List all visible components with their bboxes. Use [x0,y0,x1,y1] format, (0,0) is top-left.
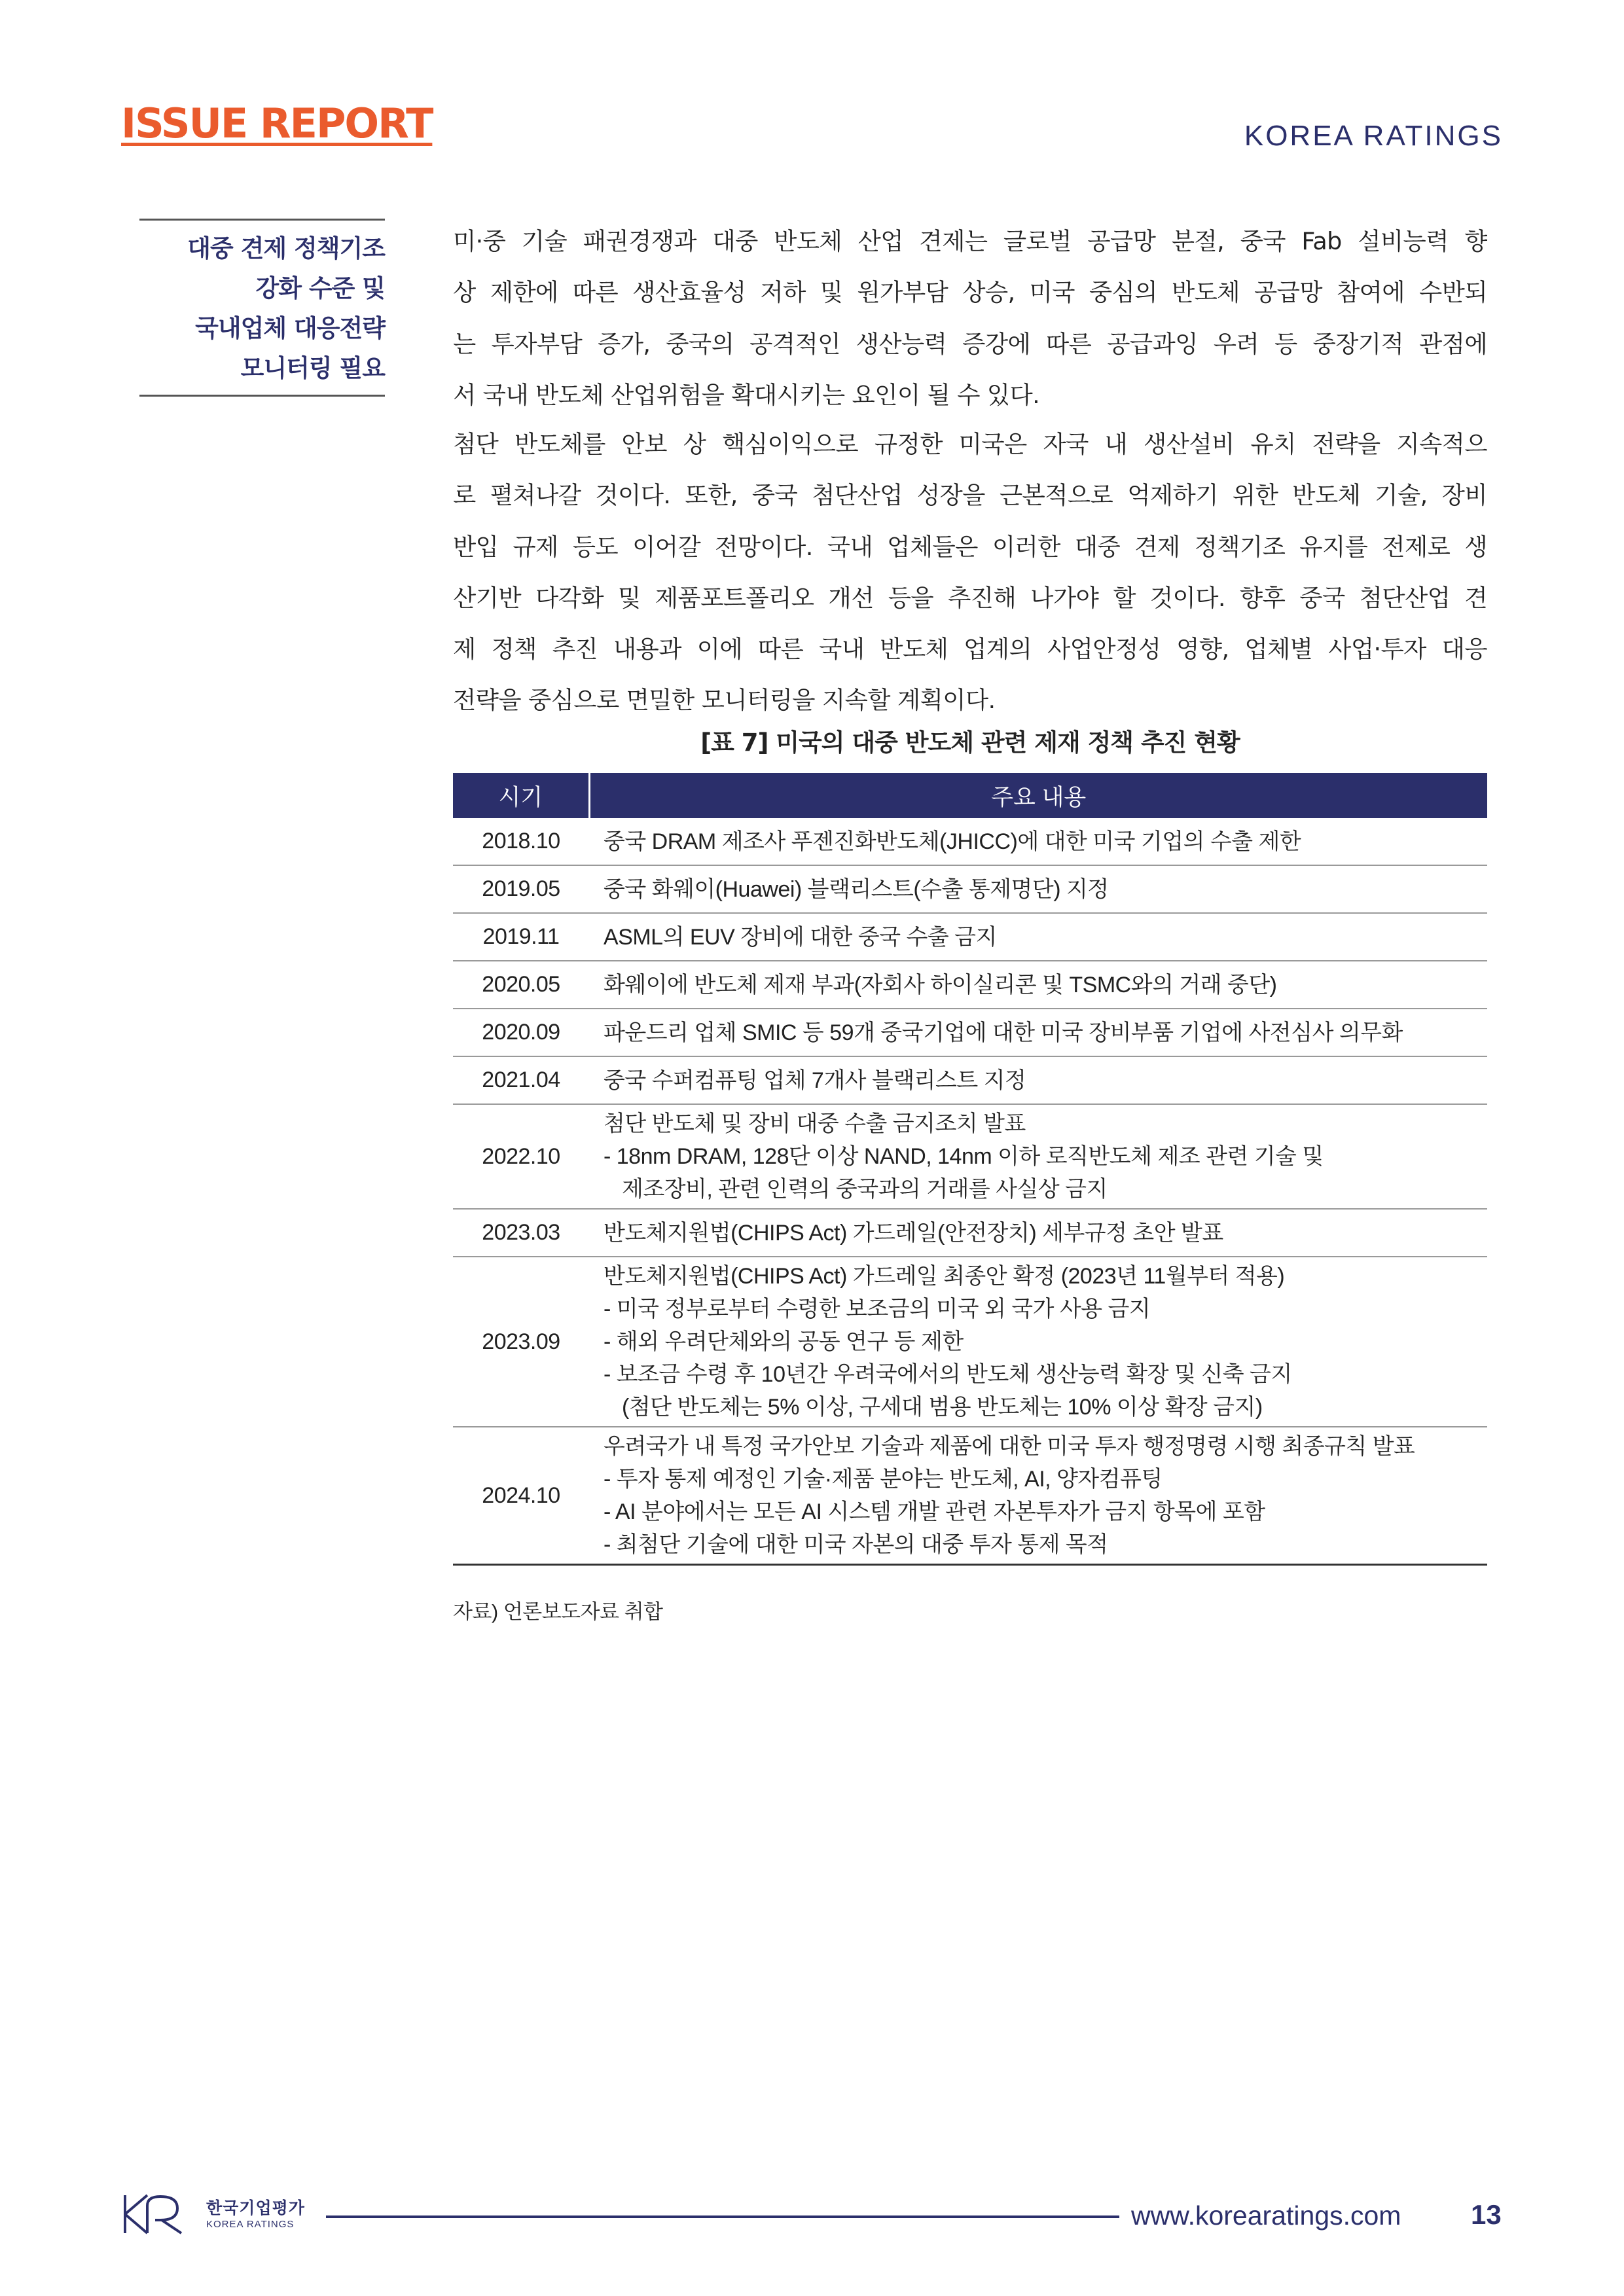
korea-ratings-logo-icon [121,2191,193,2237]
cell-content-line: 우려국가 내 특정 국가안보 기술과 제품에 대한 미국 투자 행정명령 시행 최종규칙 발표 [604,1434,1415,1459]
body-paragraph-1 [453,216,1487,421]
table-row [453,1427,1487,1565]
cell-content-line: - 투자 통제 예정인 기술·제품 분야는 반도체, AI, 양자컴퓨팅 [604,1467,1163,1492]
cell-content [589,1257,1487,1427]
body-paragraph-2 [453,419,1487,726]
table-row [453,961,1487,1009]
cell-content-line: ASML의 EUV 장비에 대한 중국 수출 금지 [604,924,997,950]
footer-logo-korean: 한국기업평가 [206,2198,305,2217]
cell-content-line: (첨단 반도체는 5% 이상, 구세대 범용 반도체는 10% 이상 확장 금지) [622,1395,1263,1420]
cell-content-line: - 미국 정부로부터 수령한 보조금의 미국 외 국가 사용 금지 [604,1297,1151,1321]
text-line: 로 펼쳐나갈 것이다. 또한, 중국 첨단산업 성장을 근본적으로 억제하기 위한 반도체 기술, 장비 [453,481,1487,510]
footer-logo-english: KOREA RATINGS [206,2219,295,2230]
cell-content-line: - AI 분야에서는 모든 AI 시스템 개발 관련 자본투자가 금지 항목에 포함 [604,1499,1265,1524]
brand-name: KOREA RATINGS [1244,120,1503,152]
sidebar-line: 모니터링 필요 [240,354,385,382]
cell-period: 2021.04 [453,1056,589,1104]
text-line: 미·중 기술 패권경쟁과 대중 반도체 산업 견제는 글로벌 공급망 분절, 중국 Fab 설비능력 향 [453,227,1487,255]
cell-content [589,1209,1487,1257]
cell-content-line: 중국 DRAM 제조사 푸젠진화반도체(JHICC)에 대한 미국 기업의 수출 제한 [604,829,1301,854]
cell-content-line: 제조장비, 관련 인력의 중국과의 거래를 사실상 금지 [622,1177,1108,1202]
cell-period: 2024.10 [453,1427,589,1565]
table-header-row [453,773,1487,818]
table-row [453,1056,1487,1104]
table-row [453,865,1487,913]
text-line: 제 정책 추진 내용과 이에 따른 국내 반도체 업계의 사업안정성 영향, 업체별 사업·투자 대응 [453,635,1487,664]
cell-content-line: - 18nm DRAM, 128단 이상 NAND, 14nm 이하 로직반도체 제조 관련 기술 및 [604,1144,1324,1169]
cell-content [589,1427,1487,1565]
cell-content-line: 중국 화웨이(Huawei) 블랙리스트(수출 통제명단) 지정 [604,876,1109,902]
text-line: 상 제한에 따른 생산효율성 저하 및 원가부담 상승, 미국 중심의 반도체 공급망 참여에 수반되 [453,278,1487,307]
cell-content-line: - 해외 우려단체와의 공동 연구 등 제한 [604,1329,964,1354]
cell-content [589,1056,1487,1104]
cell-content [589,961,1487,1009]
table-row [453,913,1487,961]
sanctions-table [453,773,1487,1566]
cell-content-line: 화웨이에 반도체 제재 부과(자회사 하이실리콘 및 TSMC와의 거래 중단) [604,972,1277,997]
text-line: 서 국내 반도체 산업위험을 확대시키는 요인이 될 수 있다. [453,380,1040,409]
cell-period: 2020.05 [453,961,589,1009]
sidebar-summary [139,219,385,397]
cell-content [589,1104,1487,1209]
table-source-note: 자료) 언론보도자료 취합 [453,1600,663,1623]
footer-divider [326,2215,1119,2218]
cell-content-line: 파운드리 업체 SMIC 등 59개 중국기업에 대한 미국 장비부품 기업에 사전심사 의무화 [604,1020,1403,1045]
table-row [453,1104,1487,1209]
table-caption: [표 7] 미국의 대중 반도체 관련 제재 정책 추진 현황 [700,728,1240,757]
column-header-period: 시기 [453,773,589,818]
cell-content [589,818,1487,865]
cell-period: 2019.11 [453,913,589,961]
cell-period: 2023.09 [453,1257,589,1427]
cell-period: 2019.05 [453,865,589,913]
cell-content-line: 반도체지원법(CHIPS Act) 가드레일 최종안 확정 (2023년 11월부터 적용) [604,1264,1285,1289]
cell-content-line: 반도체지원법(CHIPS Act) 가드레일(안전장치) 세부규정 초안 발표 [604,1220,1223,1246]
cell-period: 2023.03 [453,1209,589,1257]
page-number: 13 [1471,2199,1502,2230]
footer-website-link[interactable]: www.korearatings.com [1131,2200,1401,2231]
sidebar-line: 강화 수준 및 [255,274,385,302]
text-line: 반입 규제 등도 이어갈 전망이다. 국내 업체들은 이러한 대중 견제 정책기조 유지를 전제로 생 [453,532,1487,561]
cell-content-line: - 최첨단 기술에 대한 미국 자본의 대중 투자 통제 목적 [604,1532,1108,1557]
text-line: 는 투자부담 증가, 중국의 공격적인 생산능력 증강에 따른 공급과잉 우려 등 중장기적 관점에 [453,329,1487,358]
text-line: 산기반 다각화 및 제품포트폴리오 개선 등을 추진해 나가야 할 것이다. 향후 중국 첨단산업 견 [453,583,1487,612]
cell-content-line: 첨단 반도체 및 장비 대중 수출 금지조치 발표 [604,1111,1026,1136]
table-row [453,818,1487,865]
cell-content [589,913,1487,961]
table-row [453,1257,1487,1427]
cell-period: 2022.10 [453,1104,589,1209]
table-row [453,1209,1487,1257]
sidebar-line: 국내업체 대응전략 [195,314,385,342]
column-header-content: 주요 내용 [589,773,1487,818]
cell-content [589,865,1487,913]
sidebar-line: 대중 견제 정책기조 [187,234,385,262]
cell-period: 2020.09 [453,1009,589,1056]
cell-content-line: - 보조금 수령 후 10년간 우려국에서의 반도체 생산능력 확장 및 신축 금지 [604,1362,1292,1387]
report-title: ISSUE REPORT [121,99,433,147]
table-row [453,1009,1487,1056]
text-line: 전략을 중심으로 면밀한 모니터링을 지속할 계획이다. [453,686,996,715]
cell-period: 2018.10 [453,818,589,865]
text-line: 첨단 반도체를 안보 상 핵심이익으로 규정한 미국은 자국 내 생산설비 유치 전략을 지속적으 [453,430,1487,458]
cell-content [589,1009,1487,1056]
cell-content-line: 중국 수퍼컴퓨팅 업체 7개사 블랙리스트 지정 [604,1067,1026,1093]
